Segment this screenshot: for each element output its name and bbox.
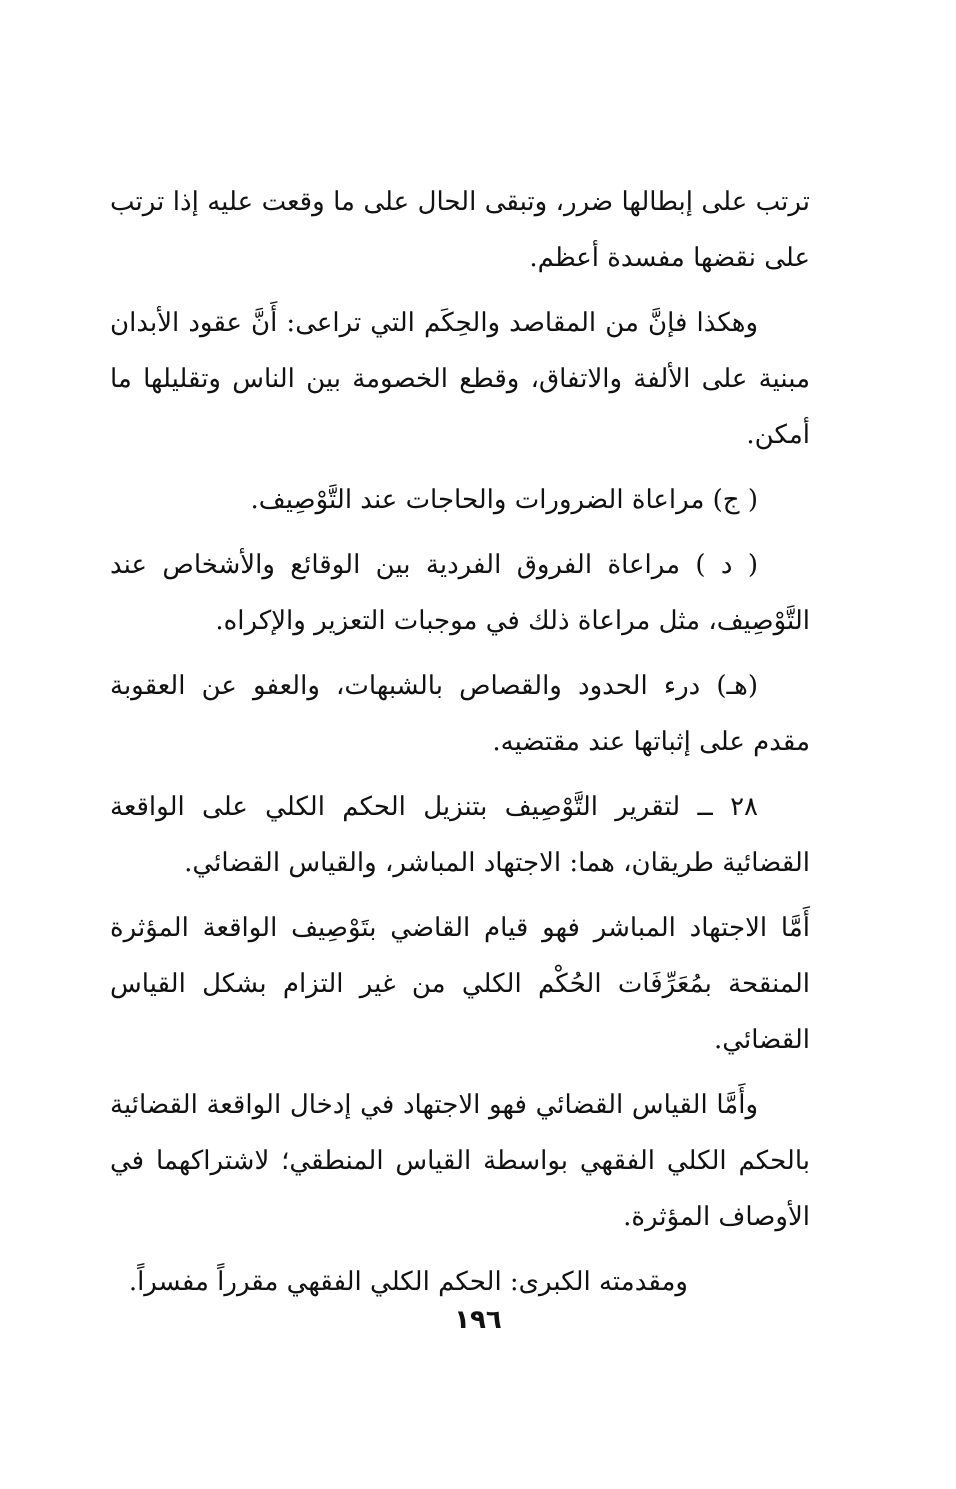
paragraph-continuation: ترتب على إبطالها ضرر، وتبقى الحال على ما وقعت عليه إذا ترتب على نقضها مفسدة أعظم.: [110, 187, 810, 273]
paragraph-major-premise: ومقدمته الكبرى: الحكم الكلي الفقهي مقرراً مفسراً.: [128, 1267, 688, 1297]
paragraph-28: ٢٨ ــ لتقرير التَّوْصِيف بتنزيل الحكم الكلي على الواقعة القضائية طريقان، هما: الاجتهاد المباشر، والقياس القضائي.: [110, 792, 810, 878]
paragraph-objectives: وهكذا فإنَّ من المقاصد والحِكَم التي تراعى: أَنَّ عقود الأبدان مبنية على الألفة والاتفاق، وقطع الخصومة بين الناس وتقليلها ما أمكن.: [110, 308, 810, 450]
list-item-dal: ( د ) مراعاة الفروق الفردية بين الوقائع والأشخاص عند التَّوْصِيف، مثل مراعاة ذلك في موجبات التعزير والإكراه.: [110, 550, 810, 636]
list-item-jeem: ( ج) مراعاة الضرورات والحاجات عند التَّوْصِيف.: [250, 485, 758, 515]
page-number: ١٩٦: [454, 1305, 502, 1335]
list-item-ha: (هـ) درء الحدود والقصاص بالشبهات، والعفو عن العقوبة مقدم على إثباتها عند مقتضيه.: [110, 671, 810, 757]
paragraph-judicial-analogy: وأَمَّا القياس القضائي فهو الاجتهاد في إدخال الواقعة القضائية بالحكم الكلي الفقهي بواسطة القياس المنطقي؛ لاشتراكهما في الأوصاف المؤثرة.: [110, 1090, 810, 1232]
body-text: [110, 174, 810, 1319]
paragraph-direct-ijtihad: أَمَّا الاجتهاد المباشر فهو قيام القاضي بتَوْصِيف الواقعة المؤثرة المنقحة بمُعَرِّفَات الحُكْم الكلي من غير التزام بشكل القياس القضائي.: [110, 913, 810, 1055]
